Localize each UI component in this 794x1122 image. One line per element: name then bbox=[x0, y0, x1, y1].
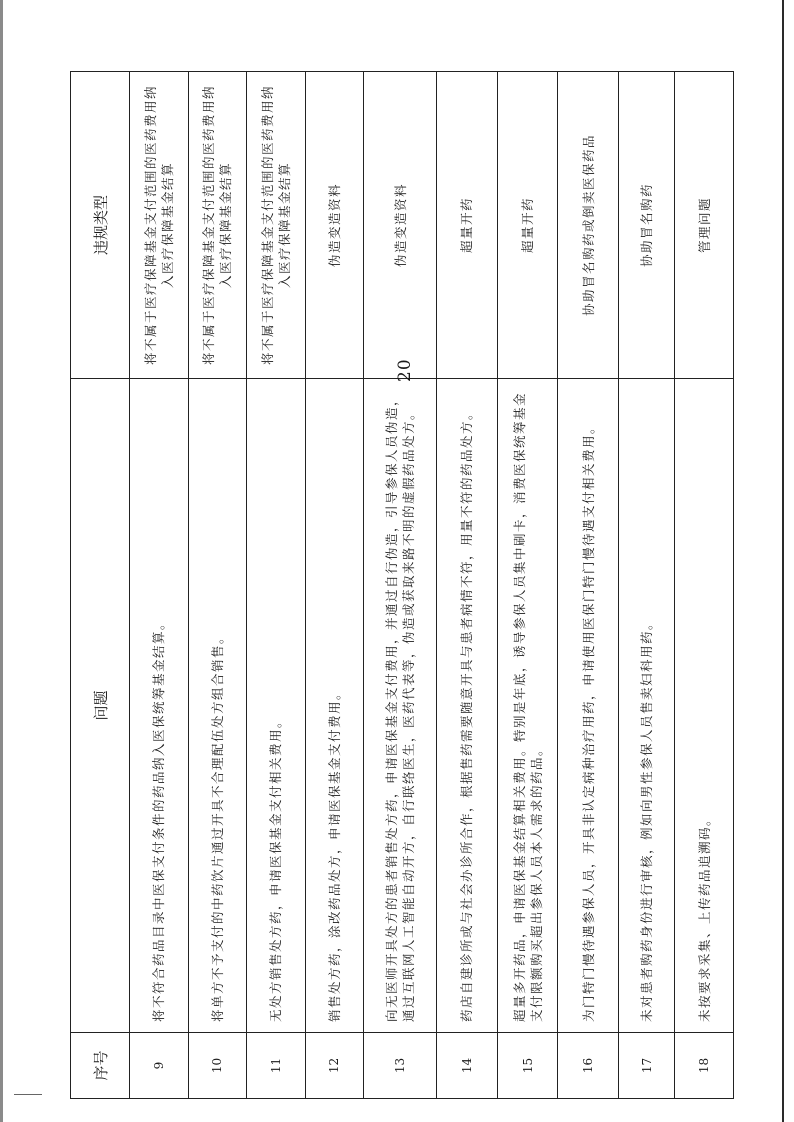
table-row bbox=[247, 72, 306, 1099]
row-issue: 未按要求采集、上传药品追溯码。 bbox=[675, 379, 734, 1033]
table-row bbox=[188, 72, 247, 1099]
row-issue: 向无医师开具处方的患者销售处方药，申请医保基金支付费用，并通过自行伪造，引导参保人员伪造，通过互联网人工智能自动开方，自行联络医生，医药代表等，伪造或获取来路不明的虚假药品处方。 bbox=[364, 379, 437, 1033]
row-issue: 将不符合药品目录中医保支付条件的药品纳入医保统筹基金结算。 bbox=[130, 379, 189, 1033]
table-row bbox=[130, 72, 189, 1099]
page-number: 20 bbox=[395, 358, 415, 382]
row-issue: 无处方销售处方药，申请医保基金支付相关费用。 bbox=[247, 379, 306, 1033]
header-num: 序号 bbox=[71, 1033, 130, 1099]
row-type: 协助冒名购药 bbox=[618, 72, 674, 379]
row-num: 15 bbox=[497, 1033, 558, 1099]
row-num: 18 bbox=[675, 1033, 734, 1099]
row-num: 14 bbox=[437, 1033, 498, 1099]
row-num: 10 bbox=[188, 1033, 247, 1099]
row-type: 伪造变造资料 bbox=[364, 72, 437, 379]
table-row bbox=[364, 72, 437, 1099]
row-issue: 将单方不予支付的中药饮片通过开具不合理配伍处方组合销售。 bbox=[188, 379, 247, 1033]
header-issue: 问题 bbox=[71, 379, 130, 1033]
table-row bbox=[675, 72, 734, 1099]
table-row bbox=[618, 72, 674, 1099]
violations-table bbox=[70, 71, 734, 1099]
header-type: 违规类型 bbox=[71, 72, 130, 379]
row-issue: 未对患者购药身份进行审核，例如向男性参保人员售卖妇科用药。 bbox=[618, 379, 674, 1033]
row-num: 13 bbox=[364, 1033, 437, 1099]
row-type: 将不属于医疗保障基金支付范围的医药费用纳入医疗保障基金结算 bbox=[247, 72, 306, 379]
table-row bbox=[437, 72, 498, 1099]
row-num: 12 bbox=[305, 1033, 364, 1099]
row-type: 超量开药 bbox=[497, 72, 558, 379]
row-num: 16 bbox=[558, 1033, 619, 1099]
row-num: 17 bbox=[618, 1033, 674, 1099]
table-row bbox=[305, 72, 364, 1099]
row-num: 11 bbox=[247, 1033, 306, 1099]
row-type: 超量开药 bbox=[437, 72, 498, 379]
row-issue: 超量多开药品，申请医保基金结算相关费用。特别是年底，诱导参保人员集中刷卡，消费医保统筹基金支付限额购买超出参保人员本人需求的药品。 bbox=[497, 379, 558, 1033]
row-issue: 销售处方药，涂改药品处方，申请医保基金支付费用。 bbox=[305, 379, 364, 1033]
row-type: 管理问题 bbox=[675, 72, 734, 379]
table-row bbox=[558, 72, 619, 1099]
row-type: 伪造变造资料 bbox=[305, 72, 364, 379]
table-row bbox=[497, 72, 558, 1099]
row-type: 将不属于医疗保障基金支付范围的医药费用纳入医疗保障基金结算 bbox=[188, 72, 247, 379]
row-type: 将不属于医疗保障基金支付范围的医药费用纳入医疗保障基金结算 bbox=[130, 72, 189, 379]
row-num: 9 bbox=[130, 1033, 189, 1099]
table-header-row bbox=[71, 72, 130, 1099]
row-issue: 为门特门慢待遇参保人员，开具非认定病种治疗用药，申请使用医保门特门慢待遇支付相关费用。 bbox=[558, 379, 619, 1033]
row-type: 协助冒名购药或倒卖医保药品 bbox=[558, 72, 619, 379]
row-issue: 药店自建诊所或与社会办诊所合作，根据售药需要随意开具与患者病情不符，用量不符的药品处方。 bbox=[437, 379, 498, 1033]
